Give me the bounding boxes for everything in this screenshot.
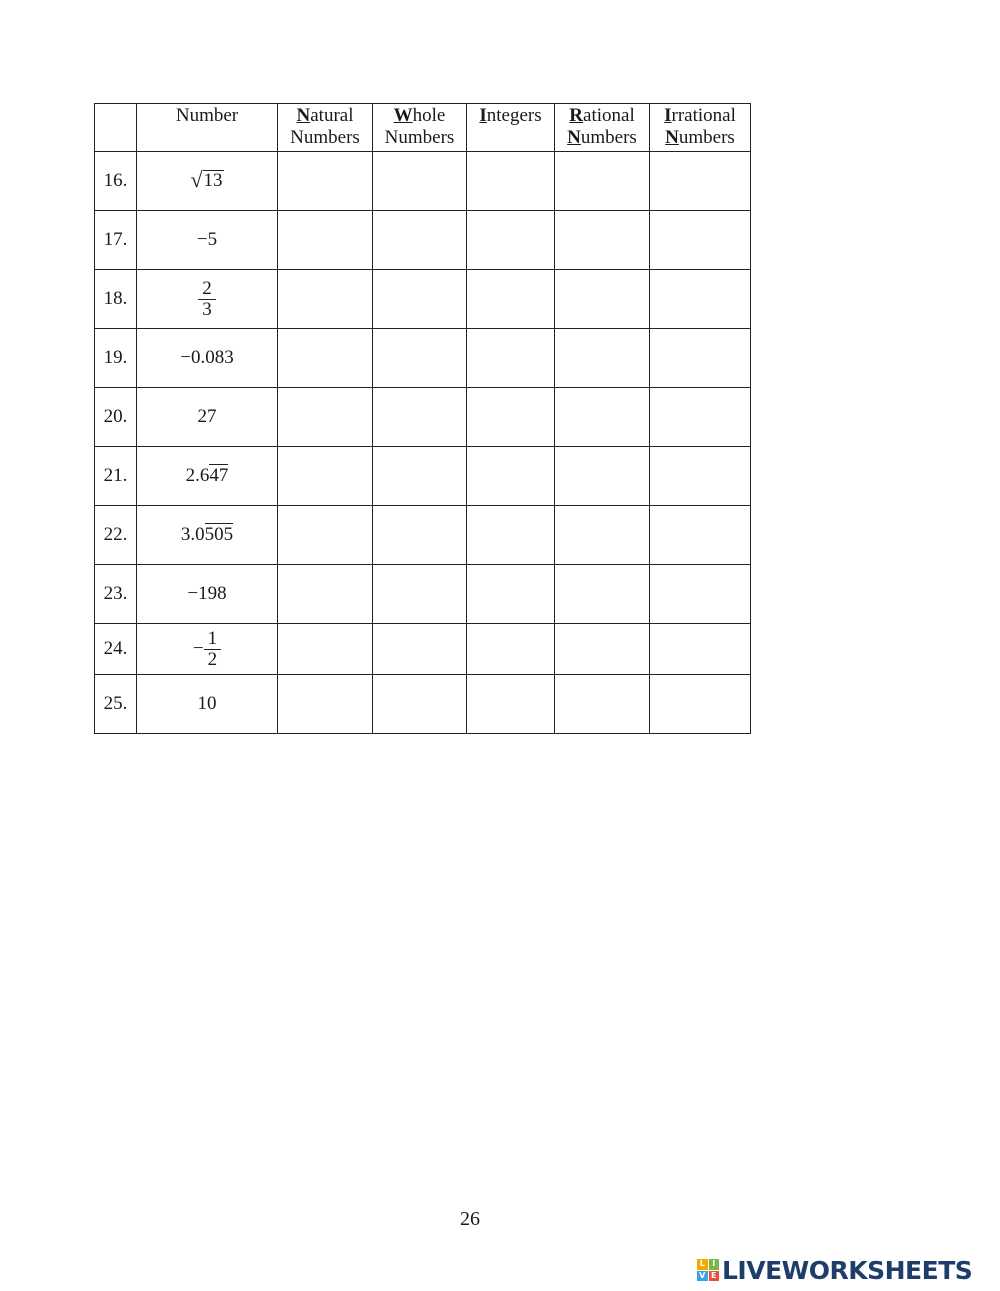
number-cell — [137, 270, 278, 329]
number-cell: −198 — [137, 565, 278, 624]
liveworksheets-brand[interactable] — [697, 1256, 972, 1284]
natural-answer-cell[interactable] — [278, 624, 373, 675]
natural-answer-cell[interactable] — [278, 565, 373, 624]
header-row — [95, 104, 751, 152]
numerator: 2 — [198, 279, 216, 300]
logo-tile: I — [709, 1259, 720, 1270]
number-cell: 10 — [137, 675, 278, 734]
header-rational-rest: ational — [583, 105, 635, 126]
table-row — [95, 152, 751, 211]
row-label: 24. — [95, 624, 137, 675]
irrational-answer-cell[interactable] — [650, 624, 751, 675]
fraction — [204, 629, 222, 670]
header-irrational-initial: I — [664, 105, 672, 126]
irrational-answer-cell[interactable] — [650, 152, 751, 211]
header-integers — [467, 104, 555, 152]
logo-tile: E — [709, 1271, 720, 1282]
irrational-answer-cell[interactable] — [650, 329, 751, 388]
natural-answer-cell[interactable] — [278, 447, 373, 506]
number-cell — [137, 624, 278, 675]
denominator: 2 — [207, 648, 218, 670]
repeating-decimal-base: 3.0 — [180, 524, 205, 545]
denominator: 3 — [202, 298, 212, 320]
rational-answer-cell[interactable] — [555, 388, 650, 447]
header-rational-line2-rest: umbers — [580, 127, 637, 148]
header-number: Number — [137, 104, 278, 152]
header-natural-initial: N — [296, 105, 311, 126]
number-cell: −0.083 — [137, 329, 278, 388]
fraction — [198, 279, 216, 320]
whole-answer-cell[interactable] — [373, 624, 467, 675]
numerator: 1 — [204, 629, 222, 650]
row-label: 22. — [95, 506, 137, 565]
header-irrational-line2-rest: umbers — [678, 127, 735, 148]
rational-answer-cell[interactable] — [555, 211, 650, 270]
header-irrational-numbers — [650, 104, 751, 152]
row-label: 20. — [95, 388, 137, 447]
header-whole-numbers — [373, 104, 467, 152]
header-natural-rest: atural — [310, 105, 354, 126]
integers-answer-cell[interactable] — [467, 565, 555, 624]
liveworksheets-logo-icon — [697, 1259, 719, 1281]
header-integers-rest: ntegers — [486, 105, 542, 126]
row-label: 17. — [95, 211, 137, 270]
repeating-decimal-base: 2.6 — [185, 465, 210, 486]
natural-answer-cell[interactable] — [278, 211, 373, 270]
integers-answer-cell[interactable] — [467, 506, 555, 565]
header-irrational-line2-initial: N — [665, 127, 679, 148]
table-row — [95, 624, 751, 675]
natural-answer-cell[interactable] — [278, 270, 373, 329]
number-cell — [137, 506, 278, 565]
rational-answer-cell[interactable] — [555, 565, 650, 624]
table-row — [95, 565, 751, 624]
whole-answer-cell[interactable] — [373, 211, 467, 270]
header-rational-numbers — [555, 104, 650, 152]
logo-tile: V — [697, 1271, 708, 1282]
integers-answer-cell[interactable] — [467, 675, 555, 734]
rational-answer-cell[interactable] — [555, 675, 650, 734]
rational-answer-cell[interactable] — [555, 152, 650, 211]
table-row — [95, 270, 751, 329]
table-row — [95, 388, 751, 447]
number-classification-table — [94, 103, 751, 734]
header-integers-initial: I — [479, 105, 487, 126]
repeating-digits: 47 — [209, 465, 229, 486]
rational-answer-cell[interactable] — [555, 624, 650, 675]
integers-answer-cell[interactable] — [467, 624, 555, 675]
table-row — [95, 447, 751, 506]
whole-answer-cell[interactable] — [373, 447, 467, 506]
whole-answer-cell[interactable] — [373, 506, 467, 565]
page-number: 26 — [460, 1208, 480, 1230]
irrational-answer-cell[interactable] — [650, 506, 751, 565]
irrational-answer-cell[interactable] — [650, 447, 751, 506]
irrational-answer-cell[interactable] — [650, 565, 751, 624]
number-cell — [137, 152, 278, 211]
brand-name: LIVEWORKSHEETS — [722, 1255, 973, 1285]
radicand: 13 — [203, 170, 223, 191]
integers-answer-cell[interactable] — [467, 270, 555, 329]
whole-answer-cell[interactable] — [373, 675, 467, 734]
number-cell: 27 — [137, 388, 278, 447]
table-row — [95, 211, 751, 270]
natural-answer-cell[interactable] — [278, 329, 373, 388]
whole-answer-cell[interactable] — [373, 565, 467, 624]
whole-answer-cell[interactable] — [373, 388, 467, 447]
header-whole-initial: W — [393, 105, 413, 126]
rational-answer-cell[interactable] — [555, 447, 650, 506]
whole-answer-cell[interactable] — [373, 329, 467, 388]
header-rational-initial: R — [569, 105, 584, 126]
row-label: 25. — [95, 675, 137, 734]
table-row — [95, 506, 751, 565]
integers-answer-cell[interactable] — [467, 388, 555, 447]
whole-answer-cell[interactable] — [373, 152, 467, 211]
row-label: 23. — [95, 565, 137, 624]
header-rational-line2-initial: N — [567, 127, 581, 148]
integers-answer-cell[interactable] — [467, 152, 555, 211]
natural-answer-cell[interactable] — [278, 152, 373, 211]
natural-answer-cell[interactable] — [278, 675, 373, 734]
row-label: 16. — [95, 152, 137, 211]
table-row — [95, 329, 751, 388]
logo-tile: L — [697, 1259, 708, 1270]
radical-sign-icon: √ — [190, 167, 203, 192]
header-whole-rest: hole — [412, 105, 446, 126]
header-natural-line2: Numbers — [290, 127, 360, 148]
irrational-answer-cell[interactable] — [650, 388, 751, 447]
square-root-expression — [190, 169, 223, 191]
header-irrational-rest: rrational — [671, 105, 736, 126]
irrational-answer-cell[interactable] — [650, 675, 751, 734]
repeating-digits: 505 — [204, 524, 234, 545]
integers-answer-cell[interactable] — [467, 329, 555, 388]
natural-answer-cell[interactable] — [278, 506, 373, 565]
integers-answer-cell[interactable] — [467, 211, 555, 270]
irrational-answer-cell[interactable] — [650, 211, 751, 270]
integers-answer-cell[interactable] — [467, 447, 555, 506]
rational-answer-cell[interactable] — [555, 270, 650, 329]
whole-answer-cell[interactable] — [373, 270, 467, 329]
irrational-answer-cell[interactable] — [650, 270, 751, 329]
negative-sign: − — [192, 637, 204, 659]
header-empty — [95, 104, 137, 152]
row-label: 18. — [95, 270, 137, 329]
number-cell: −5 — [137, 211, 278, 270]
row-label: 21. — [95, 447, 137, 506]
number-cell — [137, 447, 278, 506]
header-natural-numbers — [278, 104, 373, 152]
natural-answer-cell[interactable] — [278, 388, 373, 447]
header-whole-line2: Numbers — [384, 127, 455, 148]
table-row — [95, 675, 751, 734]
row-label: 19. — [95, 329, 137, 388]
rational-answer-cell[interactable] — [555, 506, 650, 565]
rational-answer-cell[interactable] — [555, 329, 650, 388]
